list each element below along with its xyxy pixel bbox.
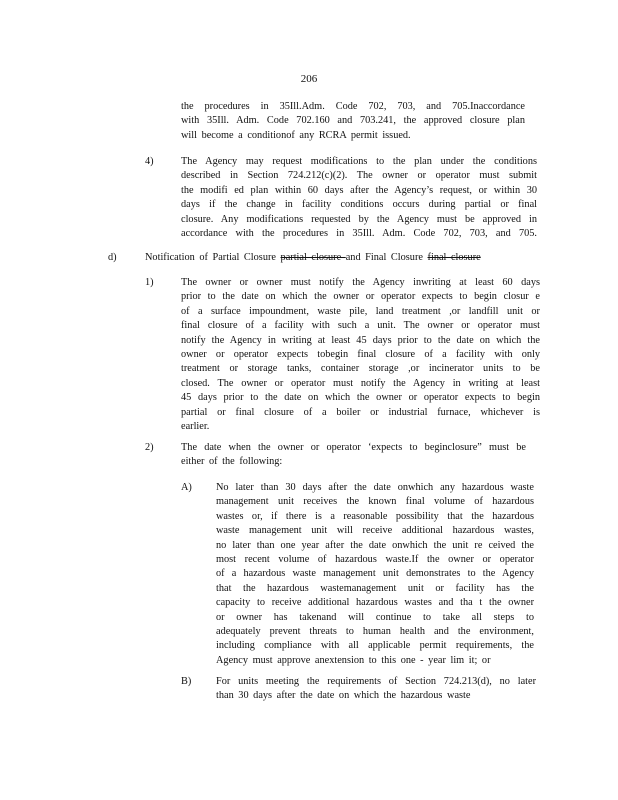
text-line: No later than 30 days after the date onwhich any hazardous waste	[216, 482, 534, 493]
text-line: treatment or storage tanks, container storage ,or incinerator units to be	[181, 363, 540, 375]
paragraph-c4	[181, 155, 537, 241]
struck-text: final closure	[427, 252, 481, 263]
text-line: The owner or owner must notify the Agency inwriting at least 60 days	[181, 277, 540, 288]
text-line: For units meeting the requirements of Section 724.213(d), no later	[216, 676, 536, 687]
text-line: management unit receives the known final volume of hazardous	[216, 496, 534, 508]
text-line: wastes or, if there is a reasonable possibility that the hazardous	[216, 510, 534, 522]
text-line: closure. Any modifications requested by the Agency must be approved in	[181, 213, 537, 225]
paragraph-d2	[181, 441, 526, 470]
text-line: 45 days prior to the date on which the owner or operator expects to begin	[181, 392, 540, 404]
struck-text: partial closure	[280, 252, 346, 263]
text-line: adequately prevent threats to human health and the environment,	[216, 625, 534, 637]
heading-text: Notification of Partial Closure	[145, 252, 281, 263]
text-line: The date when the owner or operator ‘expects to beginclosure” must be	[181, 442, 526, 453]
text-line: most recent volume of hazardous waste.If the owner or operator	[216, 553, 534, 565]
text-line: waste management unit will receive additional hazardous wastes,	[216, 525, 534, 537]
paragraph-d2B	[216, 675, 536, 704]
text-line: closed. The owner or operator must notify the Agency in writing at least	[181, 377, 540, 389]
text-line: earlier.	[181, 420, 210, 432]
paragraph-d1	[181, 276, 540, 434]
text-line: the modifi ed plan within 60 days after the Agency’s request, or within 30	[181, 184, 537, 196]
text-line: than 30 days after the date on which the hazardous waste	[216, 690, 471, 702]
paragraph-label: d)	[108, 252, 117, 263]
paragraph-c3-continuation	[181, 100, 525, 143]
text-line: described in Section 724.212(c)(2). The owner or operator must submit	[181, 170, 537, 182]
text-line: including compliance with all applicable permit requirements, the	[216, 640, 534, 652]
text-line: of a surface impoundment, waste pile, land treatment ,or landfill unit or	[181, 305, 540, 317]
text-line: will become a conditionof any RCRA permit issued.	[181, 129, 411, 141]
text-line: of a hazardous waste management unit demonstrates to the Agency	[216, 568, 534, 580]
text-line: capacity to receive additional hazardous wastes and tha t the owner	[216, 597, 534, 609]
text-line: or owner has takenand will continue to take all steps to	[216, 611, 534, 623]
heading-text: and Final Closure	[345, 252, 428, 263]
text-line: that the hazardous wastemanagement unit or facility has the	[216, 582, 534, 594]
text-line: the procedures in 35Ill.Adm. Code 702, 703, and 705.Inaccordance	[181, 101, 525, 112]
paragraph-label: 1)	[145, 277, 154, 288]
paragraph-label: A)	[181, 482, 192, 493]
text-line: Agency must approve anextension to this one - year lim it; or	[216, 654, 491, 666]
text-line: owner or operator expects tobegin final closure of a facility with only	[181, 348, 540, 360]
text-line: The Agency may request modifications to the plan under the conditions	[181, 156, 537, 167]
text-line: prior to the date on which the owner or operator expects to begin closur e	[181, 291, 540, 303]
text-line: no later than one year after the date onwhich the unit re ceived the	[216, 539, 534, 551]
paragraph-d2A	[216, 481, 534, 668]
paragraph-label: B)	[181, 676, 192, 687]
text-line: notify the Agency in writing at least 45 days prior to the date on which the	[181, 334, 540, 346]
paragraph-d-heading	[145, 251, 481, 265]
text-line: final closure of a facility with such a unit. The owner or operator must	[181, 320, 540, 332]
text-line: partial or final closure of a boiler or industrial furnace, whichever is	[181, 406, 540, 418]
text-line: either of the following:	[181, 456, 283, 468]
paragraph-label: 4)	[145, 156, 154, 167]
text-line: accordance with the procedures in 35Ill. Adm. Code 702, 703, and 705.	[181, 227, 537, 239]
paragraph-label: 2)	[145, 442, 154, 453]
text-line: days if the change in facility conditions occurs during partial or final	[181, 199, 537, 211]
page-number: 206	[300, 73, 318, 85]
text-line: with 35Ill. Adm. Code 702.160 and 703.241, the approved closure plan	[181, 115, 525, 127]
